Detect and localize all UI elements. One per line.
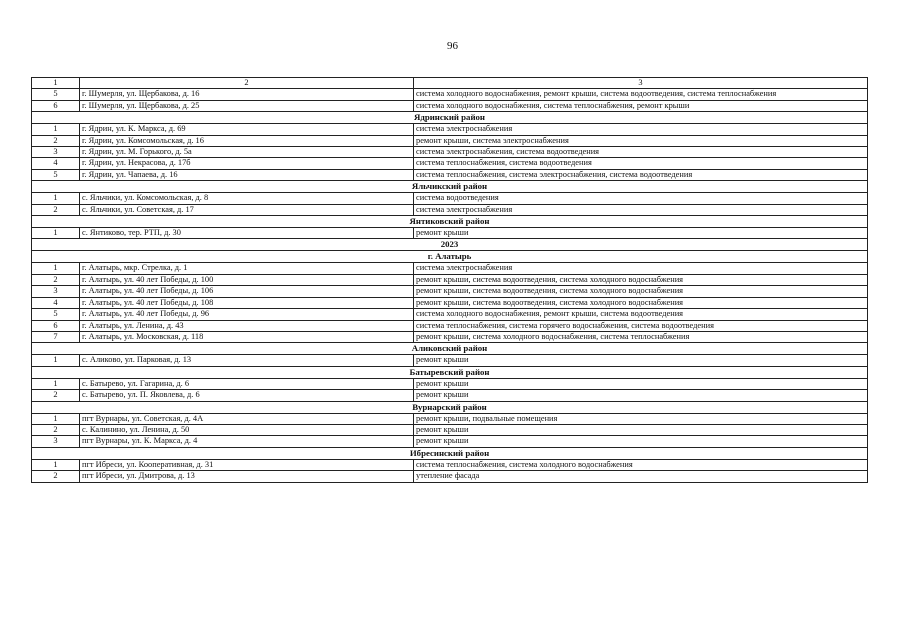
row-number-cell: 5 (32, 89, 80, 100)
table-row (32, 228, 868, 239)
row-number-cell: 3 (32, 147, 80, 158)
works-cell: ремонт крыши (414, 228, 868, 239)
address-cell: г. Ядрин, ул. Комсомольская, д. 16 (80, 135, 414, 146)
header-cell-number: 1 (32, 78, 80, 89)
works-cell: система электроснабжения (414, 124, 868, 135)
row-number-cell: 1 (32, 263, 80, 274)
row-number-cell: 7 (32, 331, 80, 342)
table-row (32, 436, 868, 447)
works-cell: ремонт крыши, система электроснабжения (414, 135, 868, 146)
section-title: Яльчикский район (32, 181, 868, 193)
page-number: 96 (447, 40, 458, 52)
row-number-cell: 1 (32, 378, 80, 389)
table-row (32, 89, 868, 100)
section-header-row (32, 216, 868, 228)
table-row (32, 274, 868, 285)
table-row (32, 424, 868, 435)
row-number-cell: 1 (32, 124, 80, 135)
address-cell: с. Янтиково, тер. РТП, д. 30 (80, 228, 414, 239)
address-cell: г. Алатырь, ул. 40 лет Победы, д. 108 (80, 297, 414, 308)
works-cell: ремонт крыши (414, 355, 868, 366)
works-cell: ремонт крыши (414, 424, 868, 435)
table-row (32, 147, 868, 158)
address-cell: пгт Вурнары, ул. Советская, д. 4А (80, 413, 414, 424)
table-row (32, 459, 868, 470)
section-header-row (32, 181, 868, 193)
section-title: Ибресинский район (32, 447, 868, 459)
table-row (32, 169, 868, 180)
address-cell: г. Алатырь, мкр. Стрелка, д. 1 (80, 263, 414, 274)
table-header-row (32, 78, 868, 89)
table-row (32, 286, 868, 297)
row-number-cell: 3 (32, 436, 80, 447)
table-row (32, 263, 868, 274)
address-cell: пгт Ибреси, ул. Кооперативная, д. 31 (80, 459, 414, 470)
works-cell: система холодного водоснабжения, система теплоснабжения, ремонт крыши (414, 100, 868, 111)
works-cell: утепление фасада (414, 471, 868, 482)
section-header-row (32, 112, 868, 124)
address-cell: с. Калинино, ул. Ленина, д. 50 (80, 424, 414, 435)
address-cell: с. Яльчики, ул. Комсомольская, д. 8 (80, 193, 414, 204)
row-number-cell: 6 (32, 320, 80, 331)
works-cell: ремонт крыши (414, 378, 868, 389)
section-title: г. Алатырь (32, 251, 868, 263)
address-cell: г. Алатырь, ул. Ленина, д. 43 (80, 320, 414, 331)
table-row (32, 100, 868, 111)
section-header-row (32, 343, 868, 355)
address-cell: с. Аликово, ул. Парковая, д. 13 (80, 355, 414, 366)
row-number-cell: 2 (32, 390, 80, 401)
works-cell: система холодного водоснабжения, ремонт крыши, система водоотведения (414, 309, 868, 320)
address-cell: пгт Вурнары, ул. К. Маркса, д. 4 (80, 436, 414, 447)
section-header-row (32, 239, 868, 251)
address-cell: с. Яльчики, ул. Советская, д. 17 (80, 204, 414, 215)
address-cell: г. Алатырь, ул. 40 лет Победы, д. 96 (80, 309, 414, 320)
section-title: Янтиковский район (32, 216, 868, 228)
table-row (32, 124, 868, 135)
row-number-cell: 5 (32, 169, 80, 180)
table-row (32, 309, 868, 320)
row-number-cell: 6 (32, 100, 80, 111)
address-cell: г. Ядрин, ул. К. Маркса, д. 69 (80, 124, 414, 135)
works-cell: ремонт крыши (414, 390, 868, 401)
works-cell: ремонт крыши, система холодного водоснабжения, система теплоснабжения (414, 331, 868, 342)
table-row (32, 204, 868, 215)
section-title: Батыревский район (32, 366, 868, 378)
address-cell: с. Батырево, ул. П. Яковлева, д. 6 (80, 390, 414, 401)
table-row (32, 297, 868, 308)
address-cell: г. Алатырь, ул. 40 лет Победы, д. 100 (80, 274, 414, 285)
address-cell: г. Алатырь, ул. Московская, д. 118 (80, 331, 414, 342)
table-row (32, 331, 868, 342)
row-number-cell: 3 (32, 286, 80, 297)
row-number-cell: 1 (32, 193, 80, 204)
section-title: Вурнарский район (32, 401, 868, 413)
row-number-cell: 2 (32, 424, 80, 435)
header-cell-address: 2 (80, 78, 414, 89)
table-row (32, 320, 868, 331)
address-cell: с. Батырево, ул. Гагарина, д. 6 (80, 378, 414, 389)
repair-schedule-table (31, 77, 868, 483)
header-cell-works: 3 (414, 78, 868, 89)
works-cell: ремонт крыши, система водоотведения, система холодного водоснабжения (414, 286, 868, 297)
table-row (32, 158, 868, 169)
table-row (32, 355, 868, 366)
row-number-cell: 1 (32, 413, 80, 424)
works-cell: система электроснабжения, система водоотведения (414, 147, 868, 158)
works-cell: ремонт крыши, система водоотведения, система холодного водоснабжения (414, 297, 868, 308)
address-cell: г. Ядрин, ул. Некрасова, д. 17б (80, 158, 414, 169)
works-cell: система водоотведения (414, 193, 868, 204)
table-row (32, 390, 868, 401)
works-cell: система теплоснабжения, система горячего водоснабжения, система водоотведения (414, 320, 868, 331)
works-cell: система теплоснабжения, система холодного водоснабжения (414, 459, 868, 470)
row-number-cell: 1 (32, 459, 80, 470)
works-cell: ремонт крыши, подвальные помещения (414, 413, 868, 424)
row-number-cell: 1 (32, 228, 80, 239)
section-header-row (32, 251, 868, 263)
row-number-cell: 2 (32, 471, 80, 482)
address-cell: г. Шумерля, ул. Щербакова, д. 25 (80, 100, 414, 111)
section-title: 2023 (32, 239, 868, 251)
row-number-cell: 5 (32, 309, 80, 320)
table-row (32, 378, 868, 389)
table-row (32, 413, 868, 424)
row-number-cell: 4 (32, 297, 80, 308)
works-cell: система электроснабжения (414, 204, 868, 215)
address-cell: г. Алатырь, ул. 40 лет Победы, д. 106 (80, 286, 414, 297)
section-header-row (32, 401, 868, 413)
works-cell: ремонт крыши, система водоотведения, система холодного водоснабжения (414, 274, 868, 285)
address-cell: г. Шумерля, ул. Щербакова, д. 16 (80, 89, 414, 100)
section-header-row (32, 447, 868, 459)
row-number-cell: 2 (32, 274, 80, 285)
address-cell: г. Ядрин, ул. М. Горького, д. 5а (80, 147, 414, 158)
table-row (32, 135, 868, 146)
works-cell: система теплоснабжения, система электроснабжения, система водоотведения (414, 169, 868, 180)
table-row (32, 193, 868, 204)
section-title: Ядринский район (32, 112, 868, 124)
section-header-row (32, 366, 868, 378)
works-cell: система холодного водоснабжения, ремонт крыши, система водоотведения, система теплоснабжения (414, 89, 868, 100)
row-number-cell: 2 (32, 135, 80, 146)
works-cell: система теплоснабжения, система водоотведения (414, 158, 868, 169)
works-cell: ремонт крыши (414, 436, 868, 447)
address-cell: г. Ядрин, ул. Чапаева, д. 16 (80, 169, 414, 180)
section-title: Аликовский район (32, 343, 868, 355)
row-number-cell: 1 (32, 355, 80, 366)
address-cell: пгт Ибреси, ул. Дмитрова, д. 13 (80, 471, 414, 482)
works-cell: система электроснабжения (414, 263, 868, 274)
row-number-cell: 4 (32, 158, 80, 169)
table-row (32, 471, 868, 482)
row-number-cell: 2 (32, 204, 80, 215)
